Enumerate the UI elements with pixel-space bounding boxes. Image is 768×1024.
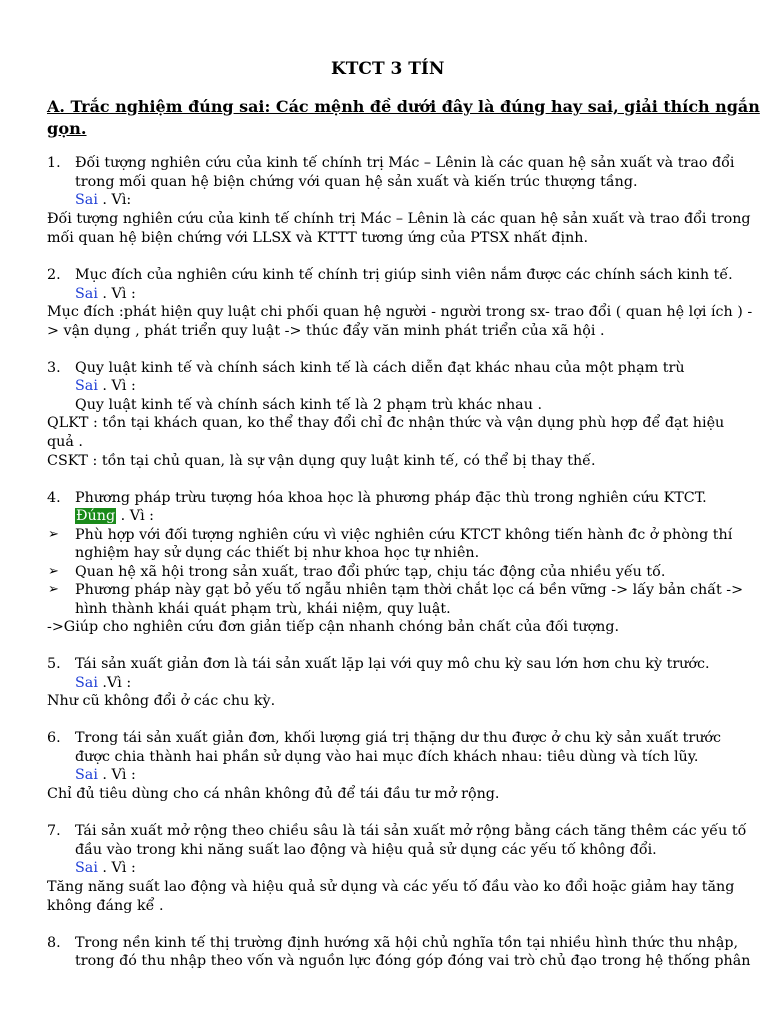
- answer-verdict-highlighted: Đúng: [76, 508, 116, 524]
- arrow-bullet-icon: ➢: [48, 564, 59, 579]
- answer-suffix: . Vì :: [97, 378, 136, 394]
- answer-suffix: . Vì:: [97, 192, 132, 208]
- explanation-text: Tăng năng suất lao động và hiệu quả sử dụng và các yếu tố đầu vào ko đổi hoặc giảm hay tăng: [47, 879, 735, 895]
- answer-verdict: Sai: [75, 378, 98, 394]
- explanation-text: Chỉ đủ tiêu dùng cho cá nhân không đủ để tái đầu tư mở rộng.: [47, 786, 500, 802]
- explanation-text: Như cũ không đổi ở các chu kỳ.: [47, 693, 276, 709]
- question-text: Đối tượng nghiên cứu của kinh tế chính trị Mác – Lênin là các quan hệ sản xuất và trao đổi: [75, 155, 735, 171]
- arrow-bullet-icon: ➢: [48, 582, 59, 597]
- answer-line: [75, 507, 154, 525]
- question-number: 5.: [47, 656, 61, 672]
- bullet-text: nghiệm hay sử dụng các thiết bị như khoa học tự nhiên.: [75, 545, 480, 561]
- explanation-text: mối quan hệ biện chứng với LLSX và KTTT tương ứng của PTSX nhất định.: [47, 230, 589, 246]
- question-text: được chia thành hai phần sử dụng vào hai mục đích khách nhau: tiêu dùng và tích lũy.: [75, 749, 699, 765]
- answer-suffix: . Vì :: [116, 508, 155, 524]
- explanation-text: Quy luật kinh tế và chính sách kinh tế là 2 phạm trù khác nhau .: [75, 397, 543, 413]
- question-text: trong mối quan hệ biện chứng với quan hệ sản xuất và kiến trúc thượng tầng.: [75, 174, 638, 190]
- document-title: KTCT 3 TÍN: [331, 59, 445, 79]
- question-number: 6.: [47, 730, 61, 746]
- bullet-text: Phương pháp này gạt bỏ yếu tố ngẫu nhiên tạm thời chắt lọc cá bền vững -> lấy bản chất ->: [75, 582, 744, 598]
- explanation-text: Mục đích :phát hiện quy luật chi phối quan hệ người - người trong sx- trao đổi ( quan hệ lợi ích ) -: [47, 304, 753, 320]
- answer-verdict: Sai: [75, 675, 98, 691]
- question-text: đầu vào trong khi năng suất lao động và hiệu quả sử dụng các yếu tố không đổi.: [75, 842, 657, 858]
- explanation-text: không đáng kể .: [47, 898, 164, 914]
- explanation-text: Đối tượng nghiên cứu của kinh tế chính trị Mác – Lênin là các quan hệ sản xuất và trao đổi trong: [47, 211, 751, 227]
- question-number: 4.: [47, 490, 61, 506]
- answer-suffix: . Vì :: [97, 286, 136, 302]
- bullet-text: Quan hệ xã hội trong sản xuất, trao đổi phức tạp, chịu tác động của nhiều yếu tố.: [75, 564, 666, 580]
- question-text: Tái sản xuất giản đơn là tái sản xuất lặp lại với quy mô chu kỳ sau lớn hơn chu kỳ trước.: [75, 656, 710, 672]
- question-text: Tái sản xuất mở rộng theo chiều sâu là tái sản xuất mở rộng bằng cách tăng thêm các yếu tố: [75, 823, 747, 839]
- answer-line: [75, 377, 136, 395]
- answer-verdict: Sai: [75, 192, 98, 208]
- answer-suffix: .Vì :: [97, 675, 132, 691]
- answer-verdict: Sai: [75, 860, 98, 876]
- question-text: Mục đích của nghiên cứu kinh tế chính trị giúp sinh viên nắm được các chính sách kinh tế.: [75, 267, 733, 283]
- question-number: 3.: [47, 360, 61, 376]
- answer-line: [75, 859, 136, 877]
- bullet-text: hình thành khái quát phạm trù, khái niệm, quy luật.: [75, 601, 451, 617]
- section-heading: gọn.: [47, 119, 87, 138]
- explanation-text: QLKT : tồn tại khách quan, ko thể thay đổi chỉ đc nhận thức và vận dụng phù hợp để đạt hiệu: [47, 415, 725, 431]
- question-number: 8.: [47, 935, 61, 951]
- explanation-text: > vận dụng , phát triển quy luật -> thúc đẩy văn minh phát triển của xã hội .: [47, 323, 605, 339]
- question-text: Quy luật kinh tế và chính sách kinh tế là cách diễn đạt khác nhau của một phạm trù: [75, 360, 685, 376]
- bullet-text: Phù hợp với đối tượng nghiên cứu vì việc nghiên cứu KTCT không tiến hành đc ở phòng thí: [75, 527, 733, 543]
- question-number: 2.: [47, 267, 61, 283]
- explanation-text: ->Giúp cho nghiên cứu đơn giản tiếp cận nhanh chóng bản chất của đối tượng.: [47, 619, 620, 635]
- question-number: 7.: [47, 823, 61, 839]
- answer-line: [75, 191, 131, 209]
- question-text: Trong tái sản xuất giản đơn, khối lượng giá trị thặng dư thu được ở chu kỳ sản xuất trước: [75, 730, 722, 746]
- arrow-bullet-icon: ➢: [48, 527, 59, 542]
- explanation-text: quả .: [47, 434, 83, 450]
- question-text: trong đó thu nhập theo vốn và nguồn lực đóng góp đóng vai trò chủ đạo trong hệ thống phân: [75, 953, 751, 969]
- answer-suffix: . Vì :: [97, 767, 136, 783]
- answer-suffix: . Vì :: [97, 860, 136, 876]
- answer-line: [75, 285, 136, 303]
- section-heading: A. Trắc nghiệm đúng sai: Các mệnh đề dưới đây là đúng hay sai, giải thích ngắn: [47, 97, 760, 116]
- answer-verdict: Sai: [75, 286, 98, 302]
- answer-line: [75, 674, 131, 692]
- question-text: Phương pháp trừu tượng hóa khoa học là phương pháp đặc thù trong nghiên cứu KTCT.: [75, 490, 707, 506]
- question-number: 1.: [47, 155, 61, 171]
- answer-verdict: Sai: [75, 767, 98, 783]
- answer-line: [75, 766, 136, 784]
- explanation-text: CSKT : tồn tại chủ quan, là sự vận dụng quy luật kinh tế, có thể bị thay thế.: [47, 453, 596, 469]
- question-text: Trong nền kinh tế thị trường định hướng xã hội chủ nghĩa tồn tại nhiều hình thức thu nhập,: [75, 935, 739, 951]
